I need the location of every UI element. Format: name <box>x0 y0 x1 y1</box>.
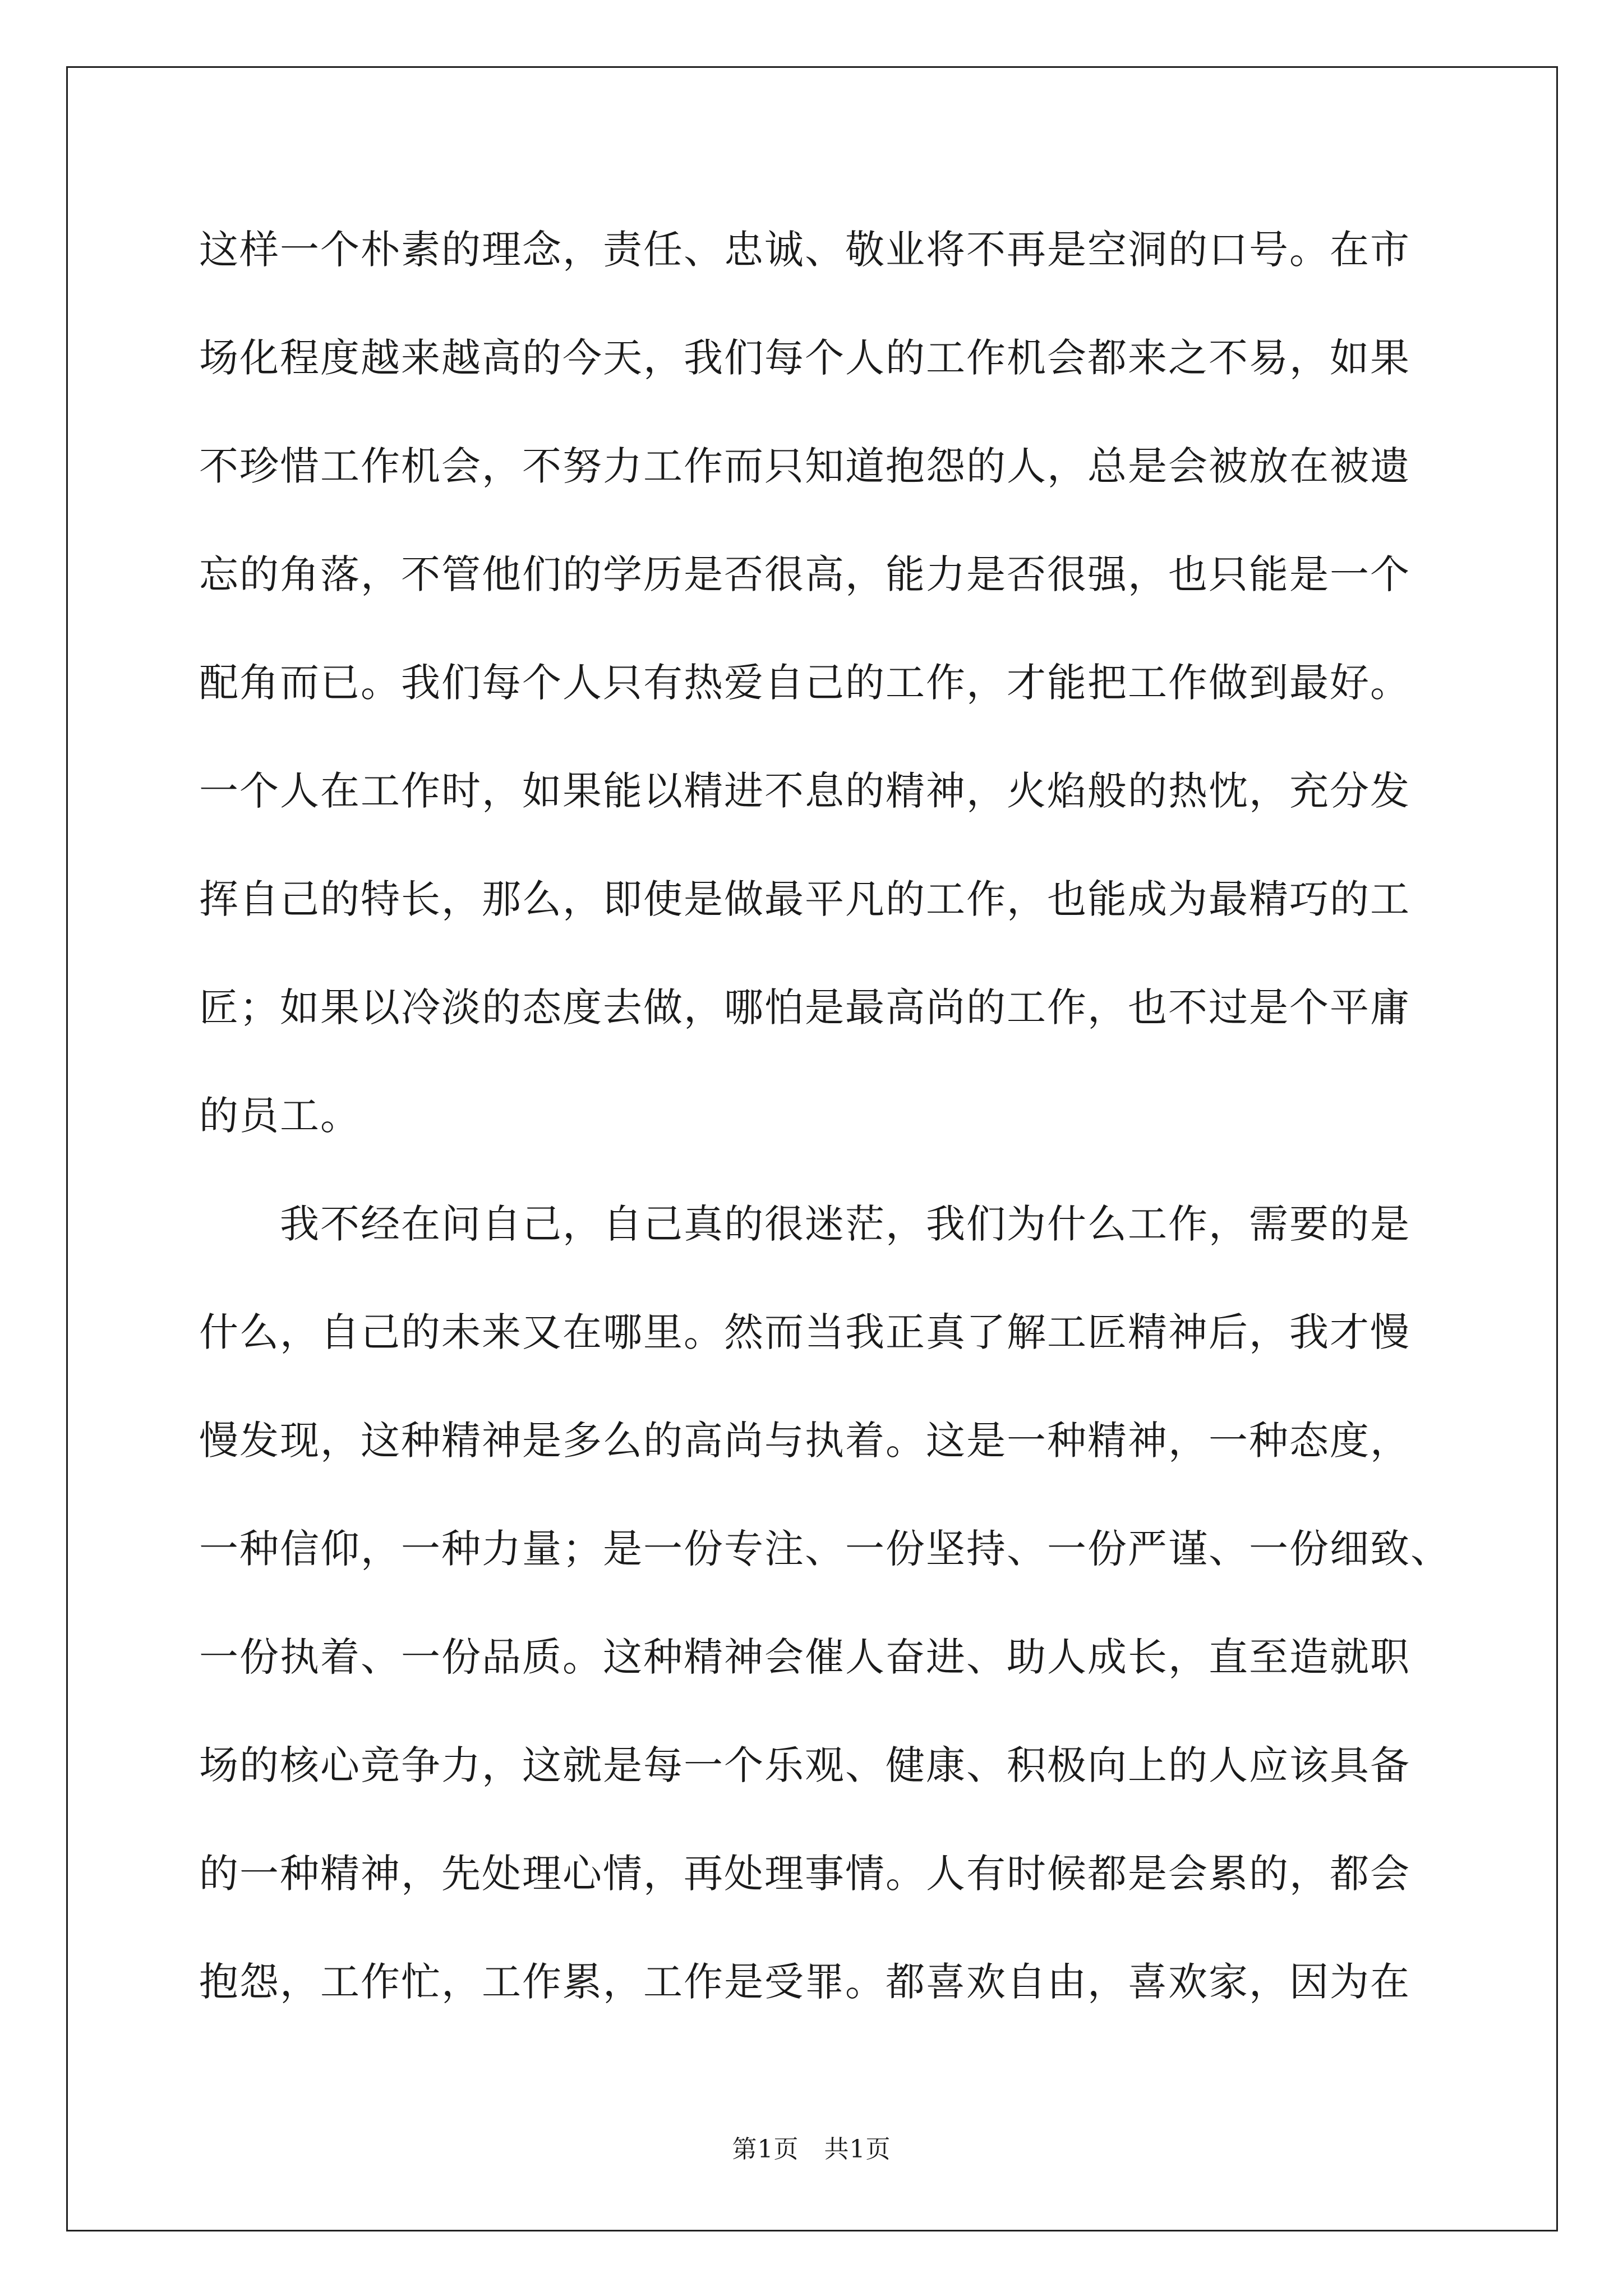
paragraph-line: 这样一个朴素的理念，责任、忠诚、敬业将不再是空洞的口号。在市 <box>199 227 1410 273</box>
page-number: 第1页 <box>732 2135 799 2164</box>
paragraph-line: 什么，自己的未来又在哪里。然而当我正真了解工匠精神后，我才慢 <box>199 1309 1410 1355</box>
paragraph-line: 场化程度越来越高的今天，我们每个人的工作机会都来之不易，如果 <box>199 335 1410 381</box>
document-body <box>199 222 1455 2062</box>
paragraph-line: 不珍惜工作机会，不努力工作而只知道抱怨的人，总是会被放在被遗 <box>199 443 1410 489</box>
paragraph-line: 挥自己的特长，那么，即使是做最平凡的工作，也能成为最精巧的工 <box>199 876 1410 922</box>
paragraph-line: 场的核心竞争力，这就是每一个乐观、健康、积极向上的人应该具备 <box>199 1742 1410 1788</box>
total-pages: 共1页 <box>824 2135 891 2164</box>
paragraph-line: 匠；如果以冷淡的态度去做，哪怕是最高尚的工作，也不过是个平庸 <box>199 984 1410 1030</box>
page-footer <box>0 2129 1623 2165</box>
paragraph-line: 慢发现，这种精神是多么的高尚与执着。这是一种精神，一种态度， <box>199 1418 1410 1464</box>
paragraph-line: 的员工。 <box>199 1093 361 1139</box>
footer-spacer <box>799 2135 824 2164</box>
paragraph-1 <box>199 222 1455 1196</box>
paragraph-line: 的一种精神，先处理心情，再处理事情。人有时候都是会累的，都会 <box>199 1851 1410 1897</box>
paragraph-line: 配角而已。我们每个人只有热爱自己的工作，才能把工作做到最好。 <box>199 660 1410 706</box>
paragraph-line: 抱怨，工作忙，工作累，工作是受罪。都喜欢自由，喜欢家，因为在 <box>199 1959 1410 2005</box>
paragraph-line: 一份执着、一份品质。这种精神会催人奋进、助人成长，直至造就职 <box>199 1634 1410 1680</box>
paragraph-line: 我不经在问自己，自己真的很迷茫，我们为什么工作，需要的是 <box>280 1201 1410 1247</box>
paragraph-line: 一个人在工作时，如果能以精进不息的精神，火焰般的热忱，充分发 <box>199 768 1410 814</box>
paragraph-line: 忘的角落，不管他们的学历是否很高，能力是否很强，也只能是一个 <box>199 551 1410 597</box>
paragraph-line: 一种信仰，一种力量；是一份专注、一份坚持、一份严谨、一份细致、 <box>199 1526 1451 1572</box>
paragraph-2 <box>199 1196 1455 2062</box>
